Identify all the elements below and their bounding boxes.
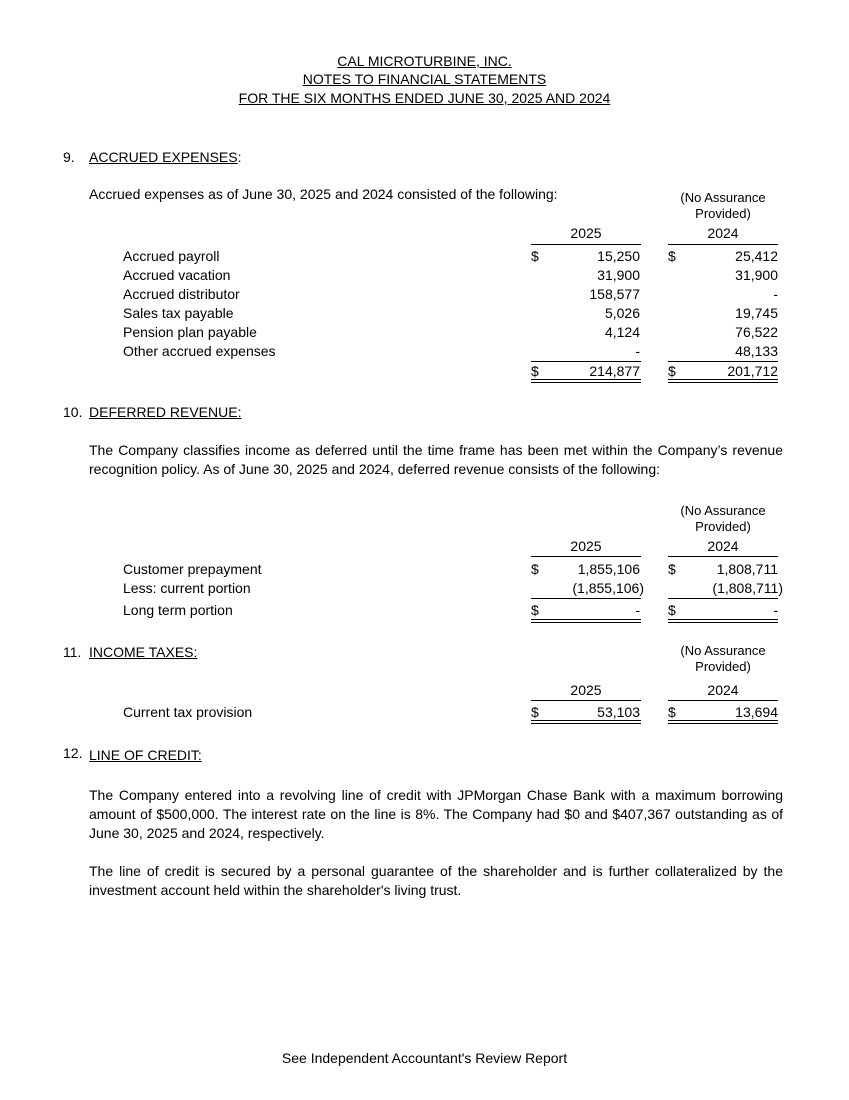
note9-row-value-2025: -: [635, 343, 640, 359]
note9-row-value-2024: -: [773, 286, 778, 302]
note11-value-2024: 13,694: [735, 704, 778, 720]
note10-row-label: Long term portion: [123, 602, 233, 618]
note10-row0-dollar-2025: $: [531, 561, 539, 577]
note9-row-label: Other accrued expenses: [123, 343, 276, 359]
note10-row0-dollar-2024: $: [668, 561, 676, 577]
note10-row2-dollar-2024: $: [668, 602, 676, 618]
note12-paragraph-2: The line of credit is secured by a personal guarantee of the shareholder and is further collateralized by the investment account held within the shareholder's living trust.: [89, 863, 783, 898]
note11-number: 11.: [63, 644, 82, 660]
note10-header-rule-2024: [668, 556, 778, 557]
note9-year-2024: 2024: [707, 225, 739, 241]
note9-row-value-2024: 19,745: [735, 305, 778, 321]
note11-dollar-2025: $: [531, 704, 539, 720]
note10-total-double-rule-2024: [668, 619, 778, 623]
note9-total-2024: 201,712: [727, 363, 778, 379]
note11-no-assurance-line1: (No Assurance: [680, 643, 766, 658]
note11-row-label: Current tax provision: [123, 704, 253, 720]
note9-colon: :: [237, 149, 242, 165]
note9-row-value-2025: 4,124: [604, 324, 640, 340]
footer-review-note: See Independent Accountant's Review Report: [281, 1050, 568, 1066]
note11-year-2025: 2025: [570, 682, 602, 698]
note9-heading: [89, 149, 241, 166]
note10-row-value-2024: -: [773, 602, 778, 618]
note9-no-assurance-line2: Provided): [695, 206, 751, 221]
note10-header-rule-2025: [531, 556, 641, 557]
note9-total-2025: 214,877: [589, 363, 640, 379]
note10-row-label: Customer prepayment: [123, 561, 262, 577]
note9-header-rule-2025: [531, 244, 641, 245]
note11-header-rule-2025: [531, 700, 641, 701]
note9-total-dollar-2024: $: [668, 363, 676, 379]
document-title: NOTES TO FINANCIAL STATEMENTS: [302, 71, 547, 87]
note9-subtotal-rule-2025: [531, 361, 641, 362]
period-title: FOR THE SIX MONTHS ENDED JUNE 30, 2025 AND 2024: [238, 90, 611, 106]
note9-row-value-2025: 31,900: [597, 267, 640, 283]
note9-row-label: Sales tax payable: [123, 305, 234, 321]
note10-row-value-2025: -: [635, 602, 640, 618]
note9-row-value-2024: 25,412: [735, 248, 778, 264]
note10-total-double-rule-2025: [531, 619, 641, 623]
note10-row-value-2024: (1,808,711): [712, 580, 783, 596]
note11-total-double-rule-2024: [668, 720, 778, 724]
note12-number: 12.: [63, 745, 83, 761]
note9-row-value-2025: 5,026: [604, 305, 640, 321]
note9-row-value-2025: 158,577: [589, 286, 640, 302]
note9-row-value-2024: 76,522: [735, 324, 778, 340]
note11-title: INCOME TAXES:: [89, 644, 198, 660]
note11-value-2025: 53,103: [597, 704, 640, 720]
note10-number: 10.: [63, 404, 83, 420]
note11-header-rule-2024: [668, 700, 778, 701]
note9-total-double-rule-2024: [668, 379, 778, 383]
note10-paragraph: The Company classifies income as deferred until the time frame has been met within the Company’s revenue recognition policy. As of June 30, 2025 and 2024, deferred revenue consists of the following:: [89, 442, 783, 477]
note9-row-label: Pension plan payable: [123, 324, 257, 340]
note10-row-value-2025: (1,855,106): [572, 580, 644, 596]
note9-row-value-2024: 48,133: [735, 343, 778, 359]
note9-total-double-rule-2025: [531, 379, 641, 383]
note9-row-value-2025: 15,250: [597, 248, 640, 264]
note12-title: LINE OF CREDIT:: [89, 747, 202, 763]
note11-year-2024: 2024: [707, 682, 739, 698]
note9-number: 9.: [63, 149, 75, 165]
company-name: CAL MICROTURBINE, INC.: [337, 53, 512, 69]
note10-subtotal-rule-2025: [531, 598, 641, 599]
note9-total-dollar-2025: $: [531, 363, 539, 379]
note10-year-2024: 2024: [707, 538, 739, 554]
note10-row-value-2025: 1,855,106: [577, 561, 640, 577]
note10-title: DEFERRED REVENUE:: [89, 404, 242, 420]
note11-total-double-rule-2025: [531, 720, 641, 724]
note9-row-label: Accrued vacation: [123, 267, 231, 283]
note10-no-assurance-line1: (No Assurance: [680, 503, 766, 518]
note9-row0-dollar-2024: $: [668, 248, 676, 264]
note9-row-label: Accrued payroll: [123, 248, 220, 264]
note9-intro: Accrued expenses as of June 30, 2025 and 2024 consisted of the following:: [89, 186, 558, 202]
note9-subtotal-rule-2024: [668, 361, 778, 362]
note9-header-rule-2024: [668, 244, 778, 245]
note10-row-value-2024: 1,808,711: [716, 561, 778, 577]
note10-row-label: Less: current portion: [123, 580, 251, 596]
note9-row0-dollar-2025: $: [531, 248, 539, 264]
note11-no-assurance-line2: Provided): [695, 659, 751, 674]
note10-year-2025: 2025: [570, 538, 602, 554]
note9-title: ACCRUED EXPENSES: [89, 149, 238, 165]
note9-year-2025: 2025: [570, 225, 602, 241]
note9-no-assurance-line1: (No Assurance: [680, 190, 766, 205]
note12-paragraph-1: The Company entered into a revolving line of credit with JPMorgan Chase Bank with a maximum borrowing amount of $500,000. The interest rate on the line is 8%. The Company had $0 and $407,367 outstanding as of June 30, 2025 and 2024, respectively.: [89, 787, 783, 841]
note11-dollar-2024: $: [668, 704, 676, 720]
note10-subtotal-rule-2024: [668, 598, 778, 599]
note9-row-label: Accrued distributor: [123, 286, 240, 302]
note9-row-value-2024: 31,900: [735, 267, 778, 283]
note10-row2-dollar-2025: $: [531, 602, 539, 618]
note10-no-assurance-line2: Provided): [695, 519, 751, 534]
